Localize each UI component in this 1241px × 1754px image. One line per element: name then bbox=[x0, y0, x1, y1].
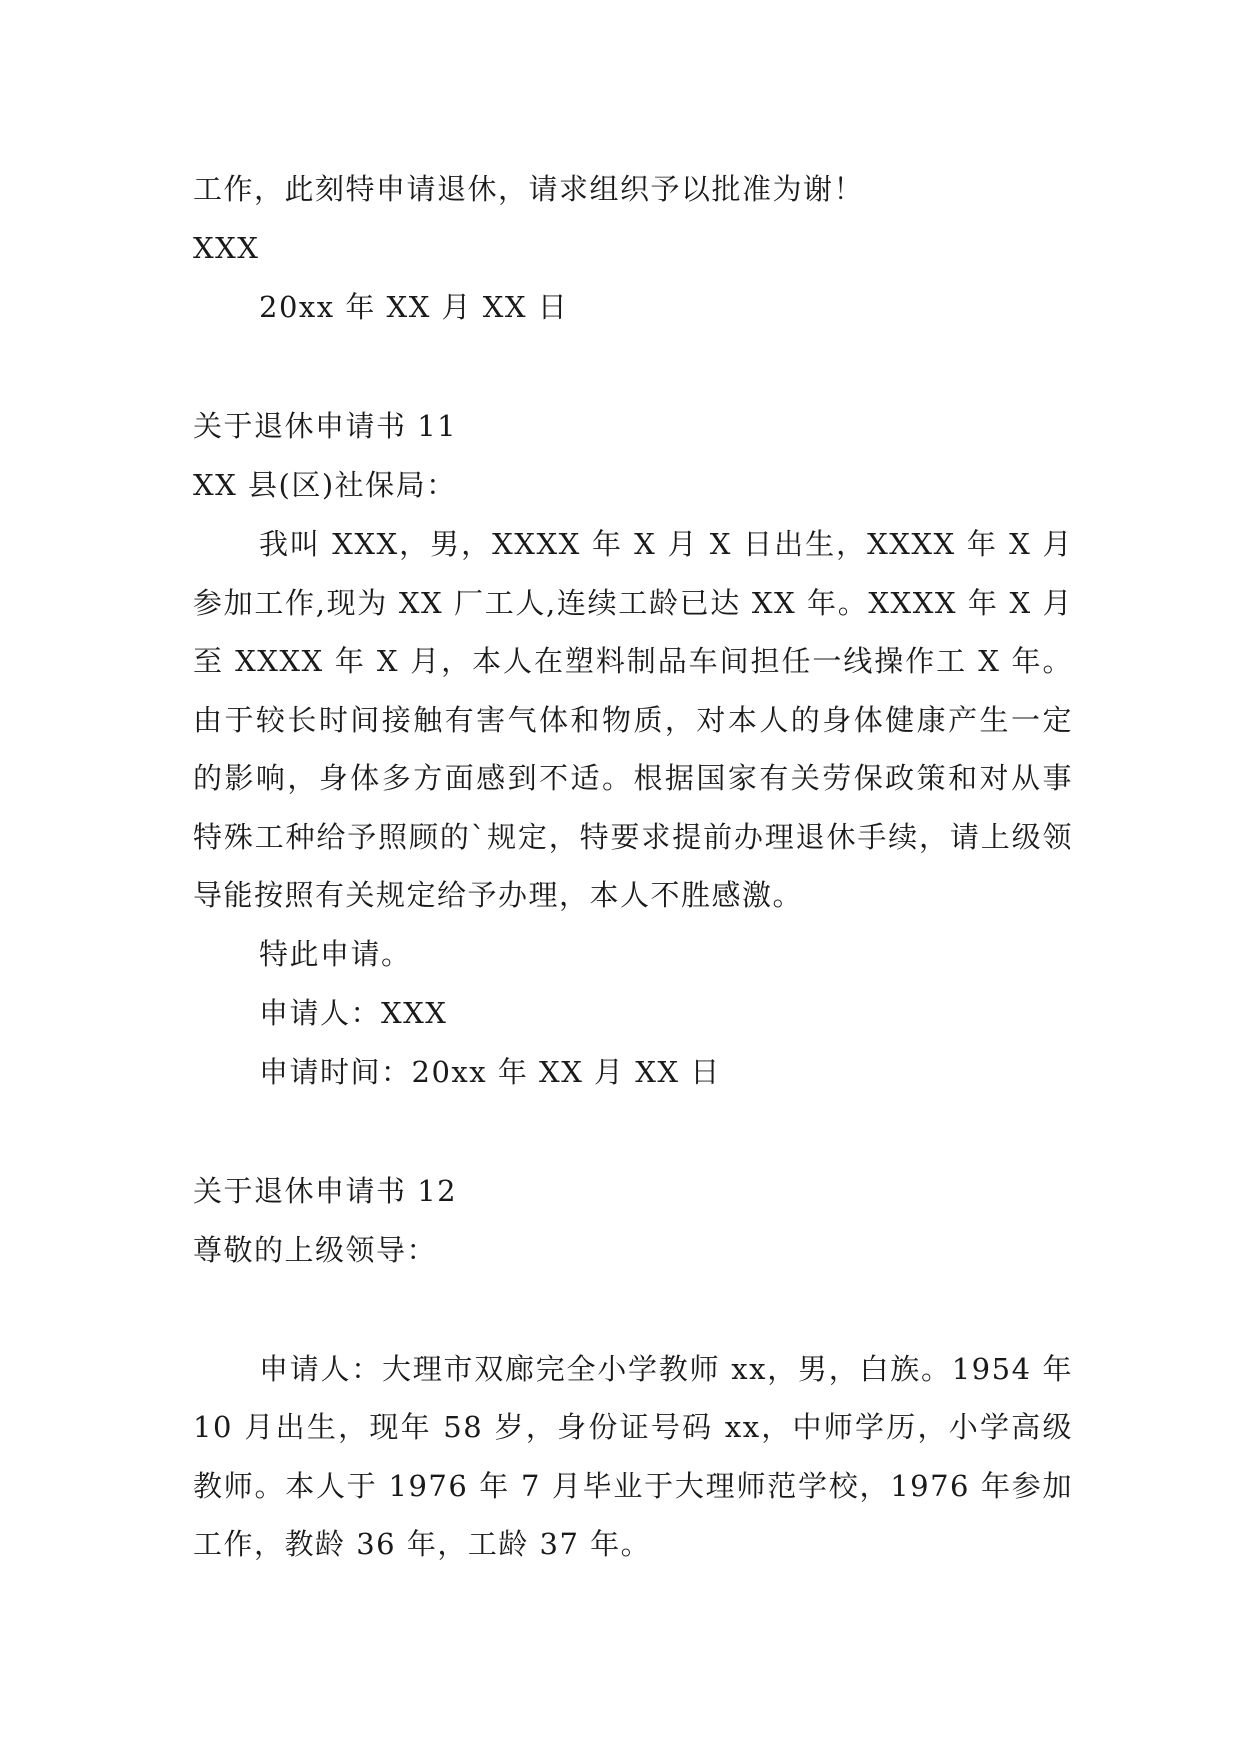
section11-title: 关于退休申请书 11 bbox=[193, 409, 458, 443]
section11-salutation: XX 县(区)社保局： bbox=[193, 468, 457, 502]
section11-applicant: 申请人：XXX bbox=[259, 995, 448, 1030]
section-spacer bbox=[193, 1102, 1073, 1162]
section10-tail-line: 工作，此刻特申请退休，请求组织予以批准为谢！ bbox=[193, 172, 865, 206]
section11-body-paragraph: 我叫 XXX，男，XXXX 年 X 月 X 日出生，XXXX 年 X 月参加工作,现为 XX 厂工人,连续工龄已达 XX 年。XXXX 年 X 月至 XXXX 年 X 月，本人在塑料制品车间担任一线操作工 X 年。由于较长时间接触有害气体和物质，对本人的身体健康产生一定的影响，身体多方面感到不适。根据国家有关劳保政策和对从事特殊工种给予照顾的`规定，特要求提前办理退休手续，请上级领导能按照有关规定给予办理，本人不胜感激。 bbox=[193, 527, 1073, 912]
paragraph-spacer bbox=[193, 1280, 1073, 1340]
section12-body-paragraph: 申请人：大理市双廊完全小学教师 xx，男，白族。1954 年 10 月出生，现年 58 岁，身份证号码 xx，中师学历，小学高级教师。本人于 1976 年 7 月毕业于大理师范学校，1976 年参加工作，教龄 36 年，工龄 37 年。 bbox=[193, 1351, 1073, 1561]
document-page bbox=[193, 160, 1073, 1574]
section10-signer-name: XXX bbox=[193, 231, 260, 265]
section-spacer bbox=[193, 337, 1073, 397]
section11-apply-date: 申请时间：20xx 年 XX 月 XX 日 bbox=[259, 1054, 721, 1089]
section12-salutation: 尊敬的上级领导： bbox=[193, 1232, 438, 1267]
section10-date: 20xx 年 XX 月 XX 日 bbox=[259, 290, 569, 324]
section11-closing: 特此申请。 bbox=[259, 936, 412, 971]
section12-title: 关于退休申请书 12 bbox=[193, 1173, 458, 1208]
